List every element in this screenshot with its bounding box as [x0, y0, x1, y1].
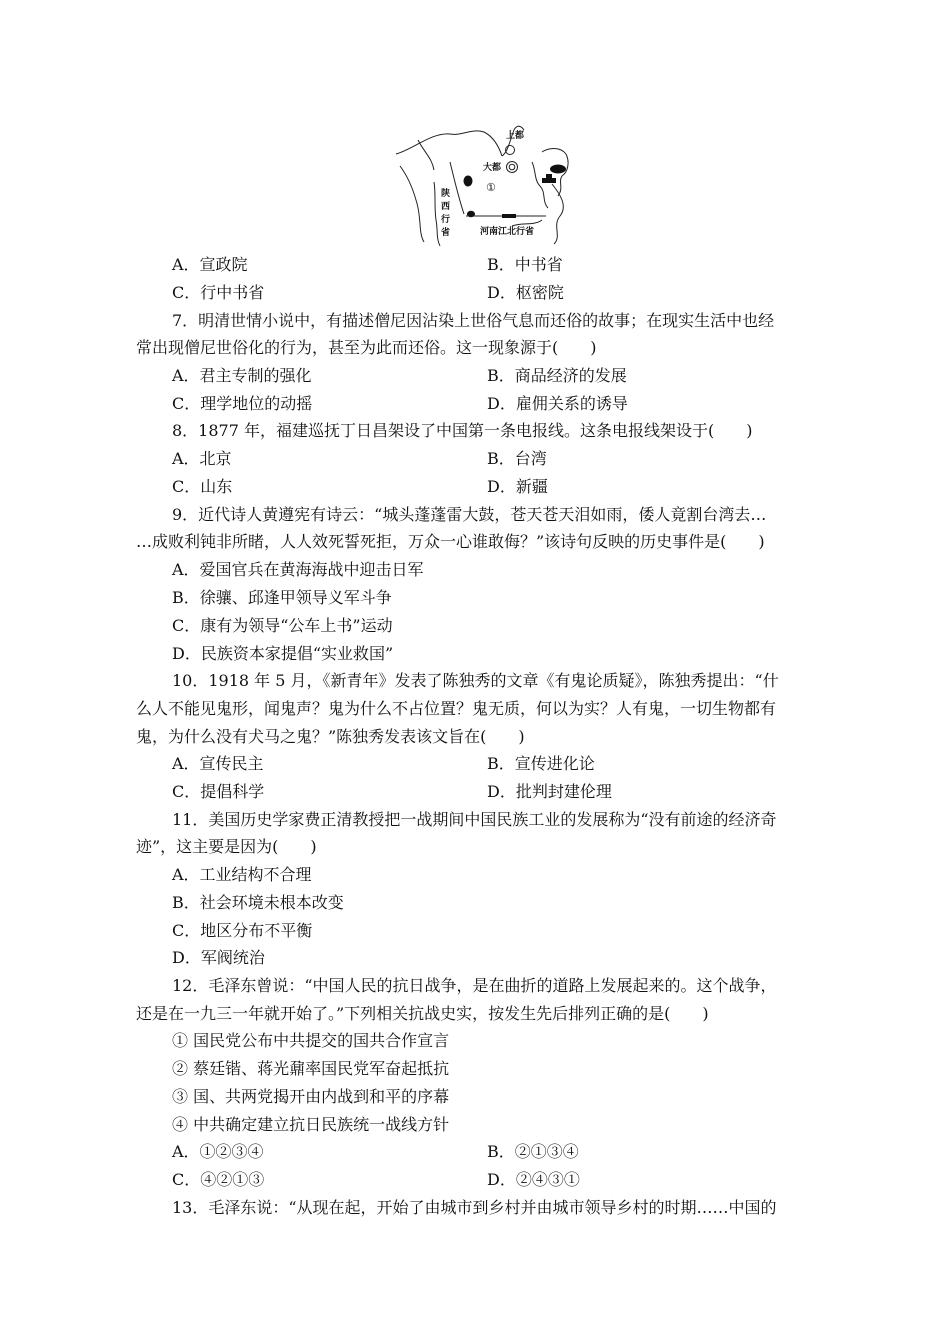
q13-stem-line-1: 13．毛泽东说：“从现在起，开始了由城市到乡村并由城市领导乡村的时期……中国的	[172, 1198, 777, 1217]
q6-option-d: D．枢密院	[487, 283, 564, 302]
q10-stem-line-1: 10．1918 年 5 月，《新青年》发表了陈独秀的文章《有鬼论质疑》，陈独秀提出：“什	[172, 671, 779, 690]
q12-item-3: ③ 国、共两党揭开由内战到和平的序幕	[172, 1087, 450, 1106]
q10-option-d: D．批判封建伦理	[487, 782, 612, 801]
q11-option-b: B．社会环境未根本改变	[172, 893, 344, 912]
q8-option-b: B．台湾	[487, 449, 547, 468]
map-label-shaanxi-1: 陕	[441, 189, 451, 199]
q6-option-b: B．中书省	[487, 255, 563, 274]
q7-option-c: C．理学地位的动摇	[172, 394, 313, 413]
q6-option-c: C．行中书省	[172, 283, 265, 302]
q12-option-a: A．①②③④	[172, 1142, 264, 1161]
q9-option-a: A．爱国官兵在黄海海战中迎击日军	[172, 560, 424, 579]
q7-stem-line-1: 7．明清世情小说中，有描述僧尼因沾染上世俗气息而还俗的故事；在现实生活中也经	[172, 311, 775, 330]
q10-option-c: C．提倡科学	[172, 782, 265, 801]
map-label-dadu: 大都	[483, 163, 502, 173]
q12-option-d: D．②④③①	[487, 1170, 580, 1189]
q12-option-c: C．④②①③	[172, 1170, 265, 1189]
q9-stem-line-1: 9．近代诗人黄遵宪有诗云：“城头蓬蓬雷大鼓，苍天苍天泪如雨，倭人竟割台湾去…	[172, 505, 767, 524]
q11-option-a: A．工业结构不合理	[172, 865, 312, 884]
yuan-dynasty-map	[392, 122, 582, 250]
q12-item-2: ② 蔡廷锴、蒋光鼐率国民党军奋起抵抗	[172, 1059, 450, 1078]
q12-stem-line-2: 还是在一九三一年就开始了。”下列相关抗战史实，按发生先后排列正确的是( )	[136, 1004, 709, 1023]
q12-item-4: ④ 中共确定建立抗日民族统一战线方针	[172, 1115, 450, 1134]
q8-stem-line-1: 8．1877 年，福建巡抚丁日昌架设了中国第一条电报线。这条电报线架设于( )	[172, 421, 753, 440]
q9-option-d: D．民族资本家提倡“实业救国”	[172, 644, 394, 663]
map-label-henan: 河南江北行省	[480, 227, 535, 237]
map-label-shangdu: 上都	[506, 131, 525, 141]
q11-stem-line-1: 11．美国历史学家费正清教授把一战期间中国民族工业的发展称为“没有前途的经济奇	[172, 810, 777, 829]
map-label-shaanxi-3: 行	[441, 215, 451, 225]
q12-stem-line-1: 12．毛泽东曾说：“中国人民的抗日战争，是在曲折的道路上发展起来的。这个战争，	[172, 976, 777, 995]
q10-stem-line-2: 么人不能见鬼形，闻鬼声？鬼为什么不占位置？鬼无质，何以为实？人有鬼，一切生物都有	[136, 699, 777, 718]
map-label-shaanxi-4: 省	[441, 228, 451, 238]
q7-stem-line-2: 常出现僧尼世俗化的行为，甚至为此而还俗。这一现象源于( )	[136, 338, 597, 357]
q10-option-a: A．宣传民主	[172, 754, 264, 773]
q12-item-1: ① 国民党公布中共提交的国共合作宣言	[172, 1031, 450, 1050]
q11-option-c: C．地区分布不平衡	[172, 921, 313, 940]
map-label-circled-one: ①	[486, 181, 496, 194]
q8-option-c: C．山东	[172, 477, 233, 496]
q8-option-d: D．新疆	[487, 477, 548, 496]
q9-option-b: B．徐骧、邱逢甲领导义军斗争	[172, 588, 392, 607]
q6-option-a: A．宣政院	[172, 255, 248, 274]
q7-option-a: A．君主专制的强化	[172, 366, 312, 385]
q9-stem-line-2: …成败利钝非所睹，人人效死誓死拒，万众一心谁敢侮？”该诗句反映的历史事件是( )	[136, 532, 765, 551]
q7-option-d: D．雇佣关系的诱导	[487, 394, 628, 413]
q8-option-a: A．北京	[172, 449, 232, 468]
q10-stem-line-3: 鬼，为什么没有犬马之鬼？”陈独秀发表该文旨在( )	[136, 727, 525, 746]
q11-stem-line-2: 迹”，这主要是因为( )	[136, 837, 317, 856]
q10-option-b: B．宣传进化论	[487, 754, 595, 773]
q11-option-d: D．军阀统治	[172, 948, 265, 967]
q9-option-c: C．康有为领导“公车上书”运动	[172, 616, 393, 635]
map-label-shaanxi-2: 西	[441, 202, 451, 212]
q12-option-b: B．②①③④	[487, 1142, 579, 1161]
q7-option-b: B．商品经济的发展	[487, 366, 627, 385]
